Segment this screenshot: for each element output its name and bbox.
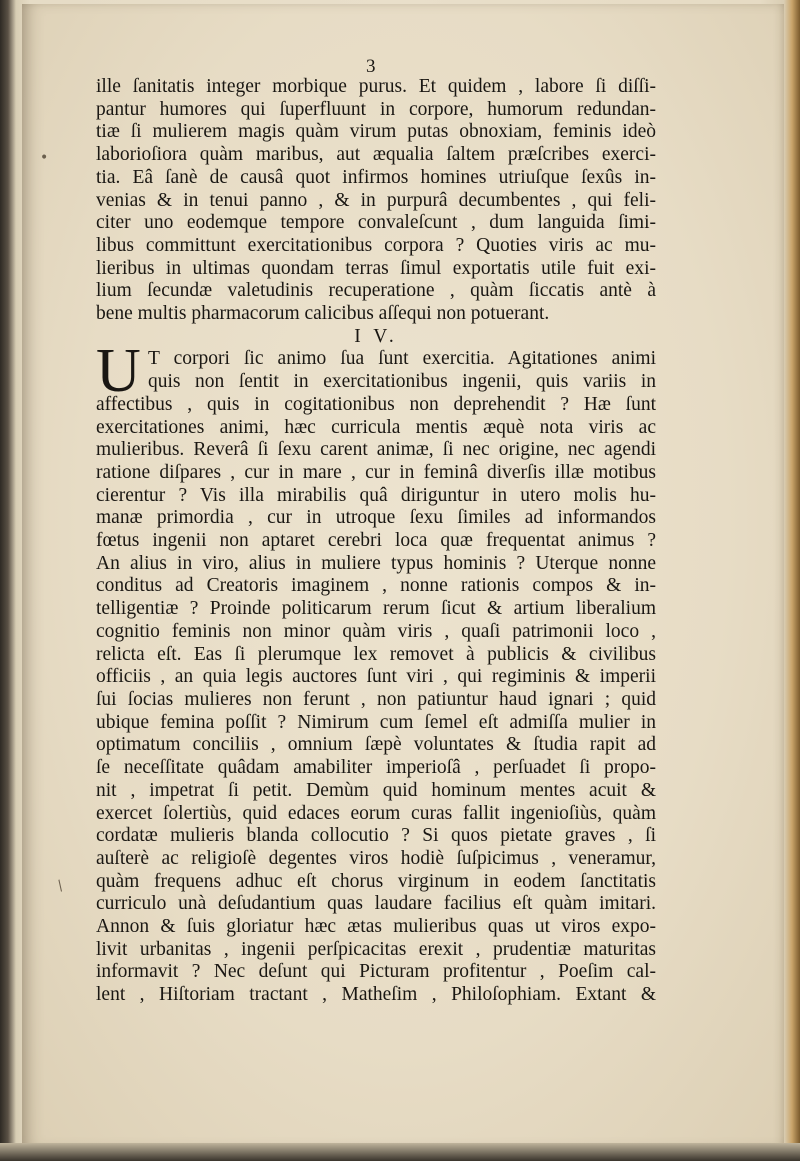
text-line: venias & in tenui panno , & in purpurâ decumbentes , qui feli- [96,189,656,211]
page-bottom-edge [0,1143,800,1161]
text-line: conditus ad Creatoris imaginem , nonne rationis compos & in- [96,575,656,597]
text-line: tia. Eâ ſanè de causâ quot infirmos homines utriuſque ſexûs in- [96,166,656,188]
text-line: ille ſanitatis integer morbique purus. Et quidem , labore ſi diſſi- [96,76,656,97]
text-line: bene multis pharmacorum calicibus aſſequi non potuerant. [96,303,550,325]
drop-cap: U [96,337,141,405]
text-line: ſui ſocias mulieres non ferunt , non patiuntur haud ignari ; quid [96,688,656,710]
text-line: lent , Hiſtoriam tractant , Matheſim , Philoſophiam. Extant & [96,984,656,1006]
text-line: Annon & ſuis gloriatur hæc ætas mulieribus quas ut viros expo- [96,916,656,938]
text-line: optimatum conciliis , omnium ſæpè voluntates & ſtudia rapit ad [96,734,656,756]
text-line: exercet ſolertiùs, quid edaces eorum curas fallit ingenioſiùs, quàm [96,802,656,824]
text-line: nit , impetrat ſi petit. Demùm quid hominum mentes acuit & [96,779,656,801]
text-line: lium ſecundæ valetudinis recuperatione , quàm ſiccatis antè à [96,280,656,302]
paragraph-2 [96,348,656,1006]
text-line: officiis , an quia legis auctores ſunt viri , qui regiminis & imperii [96,666,656,688]
text-line: tiæ ſi mulierem magis quàm virum putas obnoxiam, feminis ideò [96,121,656,143]
text-line: quàm frequens adhuc eſt chorus virginum in eodem ſanctitatis [96,870,656,892]
text-line: fœtus ingenii non aptaret cerebri loca quæ frequentat animus ? [96,530,656,552]
text-line: curriculo unà deſudantium quas laudare facilius eſt quàm imitari. [96,893,656,915]
text-line: informavit ? Nec deſunt qui Picturam profitentur , Poeſim cal- [96,961,656,983]
text-line: cierentur ? Vis illa mirabilis quâ diriguntur in utero molis hu- [96,484,656,506]
text-line: manæ primordia , cur in utroque ſexu ſimiles ad informandos [96,507,656,529]
text-line: cordatæ mulieris blanda collocutio ? Si quos pietate graves , ſi [96,825,656,847]
text-line: quis non ſentit in exercitationibus ingenii, quis variis in [148,371,656,393]
text-line: exercitationes animi, hæc curricula mentis æquè nota viris ac [96,416,656,438]
text-line: T corpori ſic animo ſua ſunt exercitia. Agitationes animi [148,348,656,370]
body-text [96,76,656,1007]
text-line: ratione diſpares , cur in mare , cur in feminâ diverſis illæ motibus [96,461,656,483]
text-line: affectibus , quis in cogitationibus non deprehendit ? Hæ ſunt [96,393,656,415]
text-line: lieribus in ultimas quondam terras ſimul exportatis utile fuit exi- [96,257,656,279]
margin-pencil-mark: / [54,877,67,895]
text-line: ubique femina poſſit ? Nimirum cum ſemel eſt admiſſa mulier in [96,711,656,733]
text-line: An alius in viro, alius in muliere typus hominis ? Uterque nonne [96,552,656,574]
page-number: 3 [366,56,376,77]
text-line: cognitio feminis non minor quàm viris , quaſi patrimonii loco , [96,620,656,642]
text-line: laborioſiora quàm maribus, aut æqualia ſaltem præſcribes exerci- [96,144,656,166]
paragraph-1 [96,76,656,326]
text-line: ſe neceſſitate quâdam amabiliter imperioſâ , perſuadet ſi propo- [96,757,656,779]
margin-dot-mark: • [40,150,49,166]
text-line: pantur humores qui ſuperfluunt in corpore, humorum redundan- [96,98,656,120]
text-line: auſterè ac religioſè degentes viros hodiè ſuſpicimus , veneramur, [96,847,656,869]
text-line: relicta eſt. Eas ſi plerumque lex removet à publicis & civilibus [96,643,656,665]
text-line: livit urbanitas , ingenii perſpicacitas erexit , prudentiæ maturitas [96,938,656,960]
text-line: citer uno eodemque tempore convaleſcunt , dum languida ſimi- [96,212,656,234]
text-line: libus committunt exercitationibus corpora ? Quoties viris ac mu- [96,234,656,256]
text-line: telligentiæ ? Proinde politicarum rerum ſicut & artium liberalium [96,598,656,620]
text-line: mulieribus. Reverâ ſi ſexu carent animæ, ſi nec origine, nec agendi [96,439,656,461]
section-heading: I V. [354,325,398,347]
